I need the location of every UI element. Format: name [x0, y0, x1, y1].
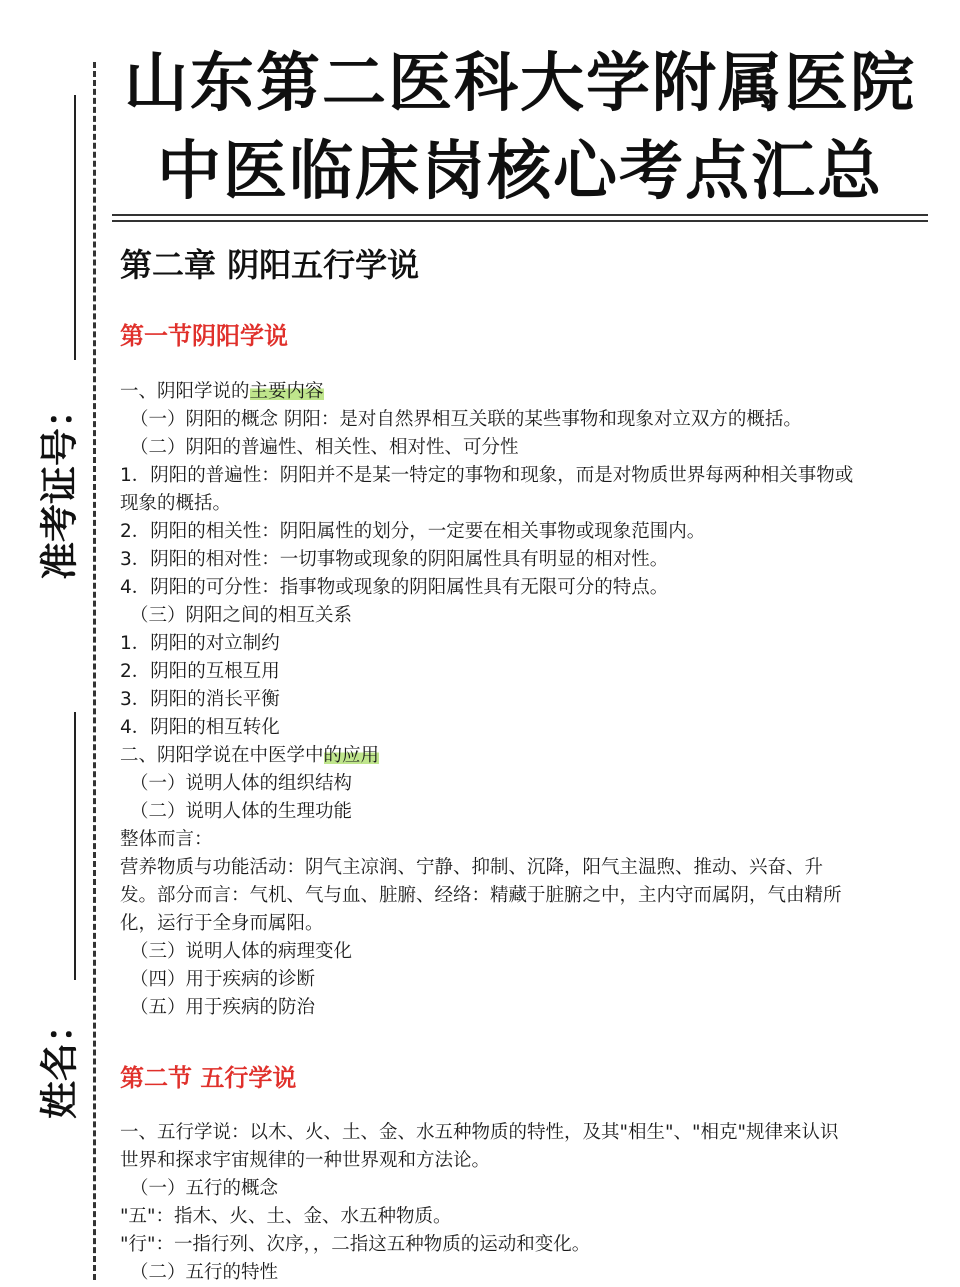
text-line: "行"：一指行列、次序，，二指这五种物质的运动和变化。 — [120, 1234, 591, 1255]
highlighted-text: 的应用 — [323, 745, 380, 766]
text-line: 4．阴阳的可分性：指事物或现象的阴阳属性具有无限可分的特点。 — [120, 577, 669, 598]
name-label: 姓名： — [37, 1004, 82, 1120]
section2-heading: 第二节 五行学说 — [120, 1064, 297, 1092]
text-line: （二）说明人体的生理功能 — [130, 801, 353, 822]
title-line-2: 中医临床岗核心考点汇总 — [157, 135, 883, 209]
section1-body — [120, 378, 925, 1022]
text-line: 3．阴阳的消长平衡 — [120, 689, 280, 710]
name-write-line — [74, 712, 76, 980]
text-line: （一）说明人体的组织结构 — [130, 773, 353, 794]
text-line: （四）用于疾病的诊断 — [130, 969, 316, 990]
text-line: 一、五行学说：以木、火、土、金、水五种物质的特性，及其"相生"、"相克"规律来认识 — [120, 1122, 839, 1143]
text-line: （二）阴阳的普遍性、相关性、相对性、可分性 — [130, 437, 519, 458]
section2-body — [120, 1119, 925, 1287]
text-line: （一）五行的概念 — [130, 1178, 279, 1199]
text-line: 现象的概括。 — [120, 493, 232, 514]
text-line: 4．阴阳的相互转化 — [120, 717, 280, 738]
cut-line — [93, 62, 96, 1280]
text-line: 发。部分而言：气机、气与血、脏腑、经络：精藏于脏腑之中，主内守而属阴，气由精所 — [120, 885, 842, 906]
text-line: （三）阴阳之间的相互关系 — [130, 605, 353, 626]
text-line: "五"：指木、火、土、金、水五种物质。 — [120, 1206, 452, 1227]
text-line: 整体而言： — [120, 829, 213, 850]
title-rule-bottom — [112, 220, 928, 222]
exam-id-label: 准考证号： — [37, 389, 82, 581]
title-line-1: 山东第二医科大学附属医院 — [124, 47, 916, 121]
text-span: 二、阴阳学说在中医学中 — [120, 745, 324, 766]
text-line: （三）说明人体的病理变化 — [130, 941, 353, 962]
text-line: （二）五行的特性 — [130, 1262, 279, 1283]
title-rule-top — [112, 214, 928, 216]
text-line: 1．阴阳的普遍性：阴阳并不是某一特定的事物和现象，而是对物质世界每两种相关事物或 — [120, 465, 854, 486]
text-line: 化，运行于全身而属阳。 — [120, 913, 324, 934]
text-span: 一、阴阳学说的 — [120, 381, 250, 402]
text-line: 2．阴阳的相关性：阴阳属性的划分，一定要在相关事物或现象范围内。 — [120, 521, 706, 542]
text-line: 营养物质与功能活动：阴气主凉润、宁静、抑制、沉降，阳气主温煦、推动、兴奋、升 — [120, 857, 824, 878]
section1-heading: 第一节阴阳学说 — [120, 322, 288, 350]
text-line: （一）阴阳的概念 阴阳：是对自然界相互关联的某些事物和现象对立双方的概括。 — [130, 409, 802, 430]
text-line: 2．阴阳的互根互用 — [120, 661, 280, 682]
text-line — [120, 378, 925, 406]
text-line: 3．阴阳的相对性：一切事物或现象的阴阳属性具有明显的相对性。 — [120, 549, 669, 570]
text-line: （五）用于疾病的防治 — [130, 997, 316, 1018]
text-line — [120, 742, 925, 770]
text-line: 世界和探求宇宙规律的一种世界观和方法论。 — [120, 1150, 491, 1171]
document-title — [110, 40, 930, 216]
binding-margin — [0, 0, 100, 1280]
exam-id-write-line — [74, 95, 76, 360]
text-line: 1．阴阳的对立制约 — [120, 633, 280, 654]
highlighted-text: 主要内容 — [249, 381, 324, 402]
chapter-heading: 第二章 阴阳五行学说 — [120, 246, 420, 284]
